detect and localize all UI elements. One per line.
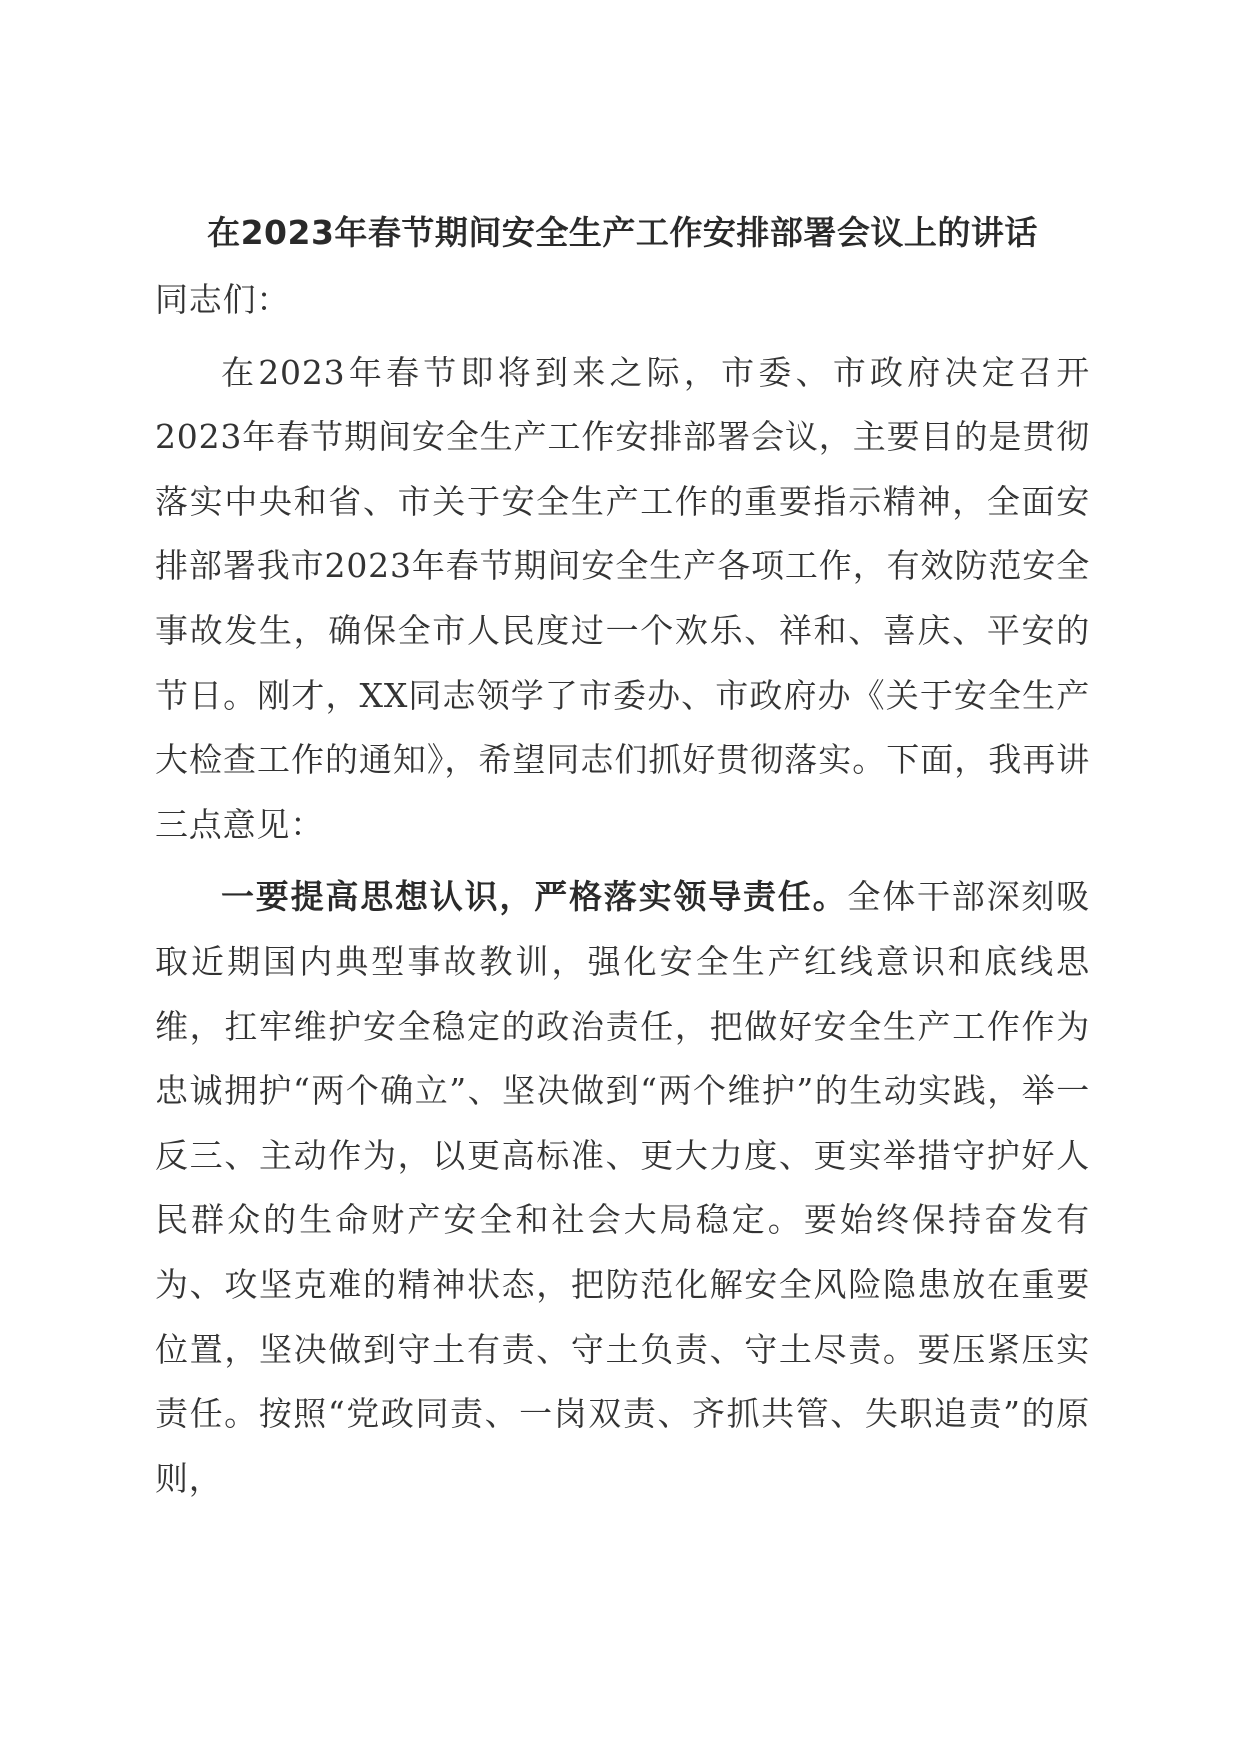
document-title: 在2023年春节期间安全生产工作安排部署会议上的讲话: [207, 213, 1038, 252]
salutation: 同志们：: [155, 280, 291, 319]
document-body: [155, 200, 1090, 1511]
point-one-body: 全体干部深刻吸取近期国内典型事故教训，强化安全生产红线意识和底线思维，扛牢维护安全稳定的政治责任，把做好安全生产工作作为忠诚拥护“两个确立”、坚决做到“两个维护”的生动实践，举一反三、主动作为，以更高标准、更大力度、更实举措守护好人民群众的生命财产安全和社会大局稳定。要始终保持奋发有为、攻坚克难的精神状态，把防范化解安全风险隐患放在重要位置，坚决做到守土有责、守土负责、守土尽责。要压紧压实责任。按照“党政同责、一岗双责、齐抓共管、失职追责”的原则，: [155, 877, 1090, 1498]
paragraph-point-one: [155, 865, 1090, 1511]
point-one-heading: 一要提高思想认识，严格落实领导责任。: [221, 877, 848, 917]
paragraph-intro: 在2023年春节即将到来之际，市委、市政府决定召开2023年春节期间安全生产工作安排部署会议，主要目的是贯彻落实中央和省、市关于安全生产工作的重要指示精神，全面安排部署我市2023年春节期间安全生产各项工作，有效防范安全事故发生，确保全市人民度过一个欢乐、祥和、喜庆、平安的节日。刚才，XX同志领学了市委办、市政府办《关于安全生产大检查工作的通知》，希望同志们抓好贯彻落实。下面，我再讲三点意见：: [155, 352, 1090, 844]
